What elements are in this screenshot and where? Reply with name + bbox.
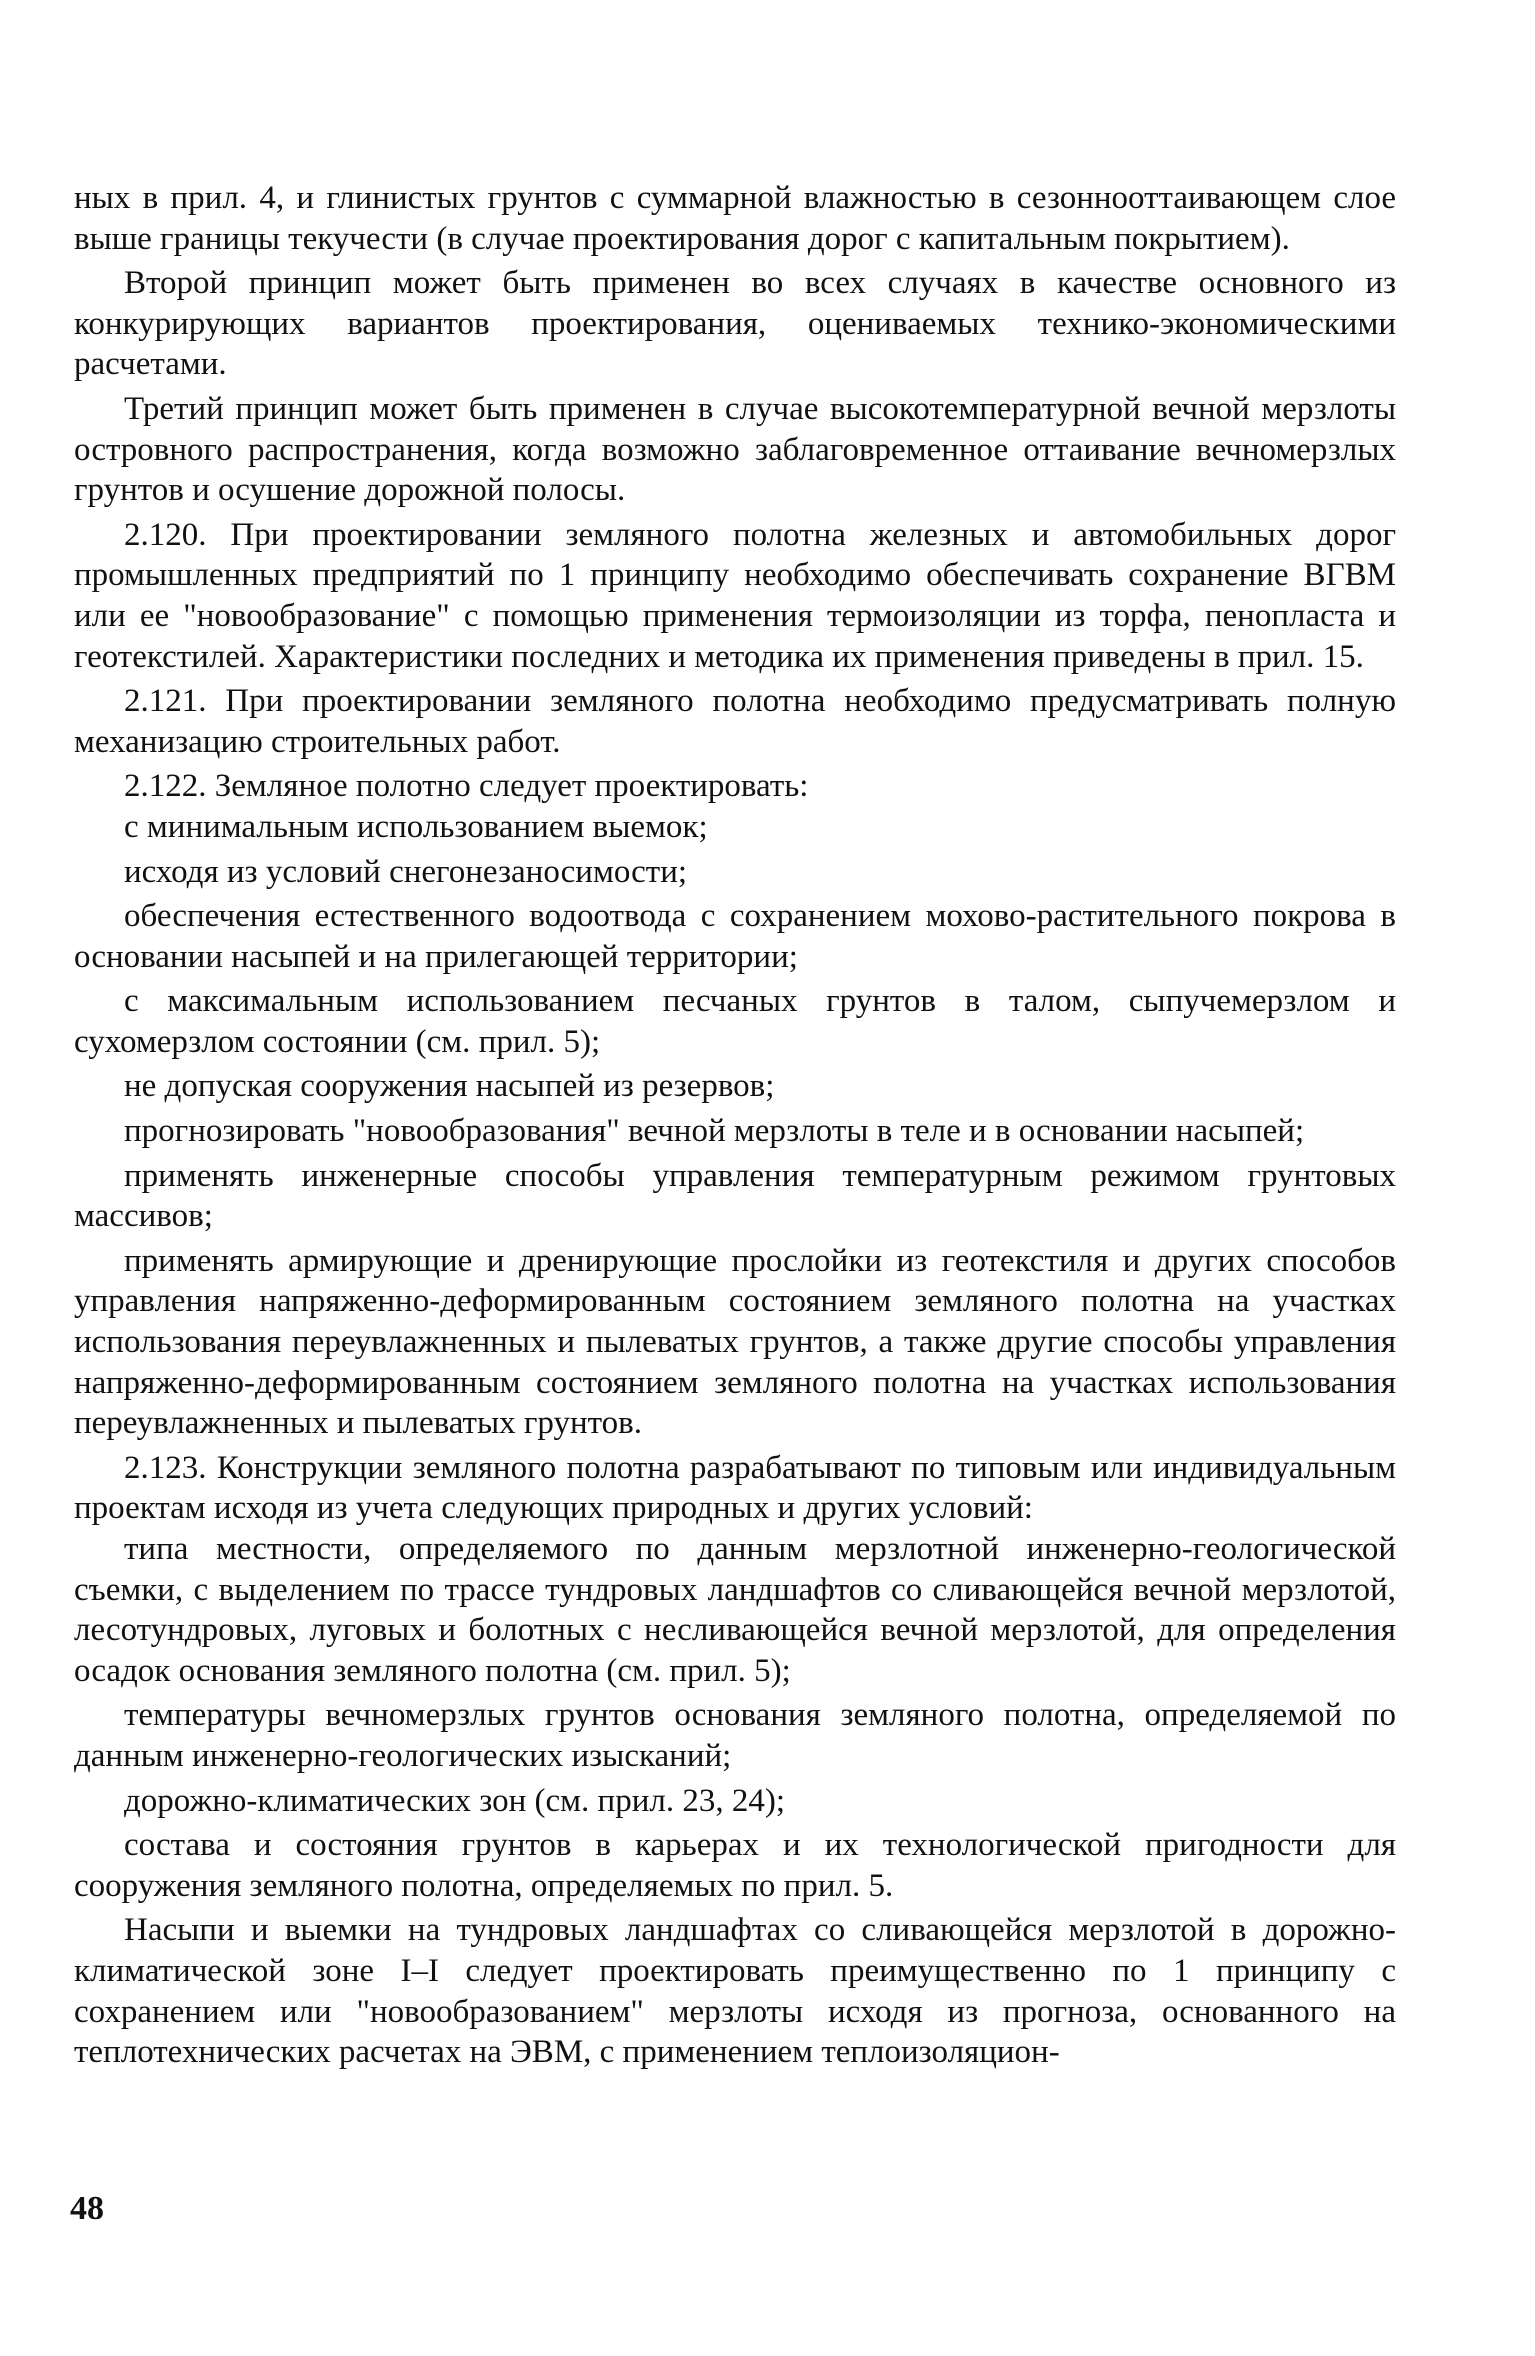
paragraph-continuation: ных в прил. 4, и глинистых грунтов с суммарной влажностью в сезоннооттаивающем слое выше границы текучести (в случае проектирования дорог с капитальным покрытием). (74, 180, 1396, 257)
page-number: 48 (70, 2190, 104, 2227)
list-item: типа местности, определяемого по данным мерзлотной инженерно-геологической съемки, с выделением по трассе тундровых ландшафтов со сливающейся вечной мерзлотой, лесотундровых, луговых и болотных с несливающейся вечной мерзлотой, для определения осадок основания земляного полотна (см. прил. 5); (74, 1531, 1396, 1689)
list-item: прогнозировать "новообразования" вечной мерзлоты в теле и в основании насыпей; (124, 1113, 1305, 1150)
body-text (74, 178, 1396, 2073)
list-item: не допуская сооружения насыпей из резервов; (124, 1068, 775, 1105)
list-item: применять инженерные способы управления температурным режимом грунтовых массивов; (74, 1157, 1396, 1235)
paragraph-embankments: Насыпи и выемки на тундровых ландшафтах со сливающейся мерзлотой в дорожно-климатической зоне I–I следует проектировать преимущественно по 1 принципу с сохранением или "новообразованием" мерзлоты исходя из прогноза, основанного на теплотехнических расчетах на ЭВМ, с применением теплоизоляцион- (74, 1912, 1396, 2071)
list-item: температуры вечномерзлых грунтов основания земляного полотна, определяемой по данным инженерно-геологических изысканий; (74, 1697, 1396, 1774)
list-item: с максимальным использованием песчаных грунтов в талом, сыпучемерзлом и сухомерзлом состоянии (см. прил. 5); (74, 983, 1396, 1060)
list-item: с минимальным использованием выемок; (124, 808, 708, 845)
paragraph-second-principle: Второй принцип может быть применен во всех случаях в качестве основного из конкурирующих вариантов проектирования, оцениваемых технико-экономическими расчетами. (74, 265, 1396, 383)
list-item: применять армирующие и дренирующие прослойки из геотекстиля и других способов управления напряженно-деформированным состоянием земляного полотна на участках использования переувлажненных и пылеватых грунтов, а также другие способы управления напряженно-деформированным состоянием земляного полотна на участках использования переувлажненных и пылеватых грунтов. (74, 1242, 1396, 1442)
list-item: состава и состояния грунтов в карьерах и их технологической пригодности для сооружения земляного полотна, определяемых по прил. 5. (74, 1827, 1396, 1904)
list-item: дорожно-климатических зон (см. прил. 23, 24); (124, 1782, 785, 1819)
paragraph-2-120: 2.120. При проектировании земляного полотна железных и автомобильных дорог промышленных предприятий по 1 принципу необходимо обеспечивать сохранение ВГВМ или ее "новообразование" с помощью применения термоизоляции из торфа, пенопласта и геотекстилей. Характеристики последних и методика их применения приведены в прил. 15. (74, 516, 1396, 675)
list-item: обеспечения естественного водоотвода с сохранением мохово-растительного покрова в основании насыпей и на прилегающей территории; (74, 898, 1396, 975)
list-item: исходя из условий снегонезаносимости; (124, 853, 688, 890)
paragraph-2-122: 2.122. Земляное полотно следует проектировать: (124, 768, 809, 805)
paragraph-third-principle: Третий принцип может быть применен в случае высокотемпературной вечной мерзлоты островного распространения, когда возможно заблаговременное оттаивание вечномерзлых грунтов и осушение дорожной полосы. (74, 390, 1396, 509)
paragraph-2-121: 2.121. При проектировании земляного полотна необходимо предусматривать полную механизацию строительных работ. (74, 683, 1396, 760)
paragraph-2-123: 2.123. Конструкции земляного полотна разрабатывают по типовым или индивидуальным проектам исходя из учета следующих природных и других условий: (74, 1449, 1396, 1527)
